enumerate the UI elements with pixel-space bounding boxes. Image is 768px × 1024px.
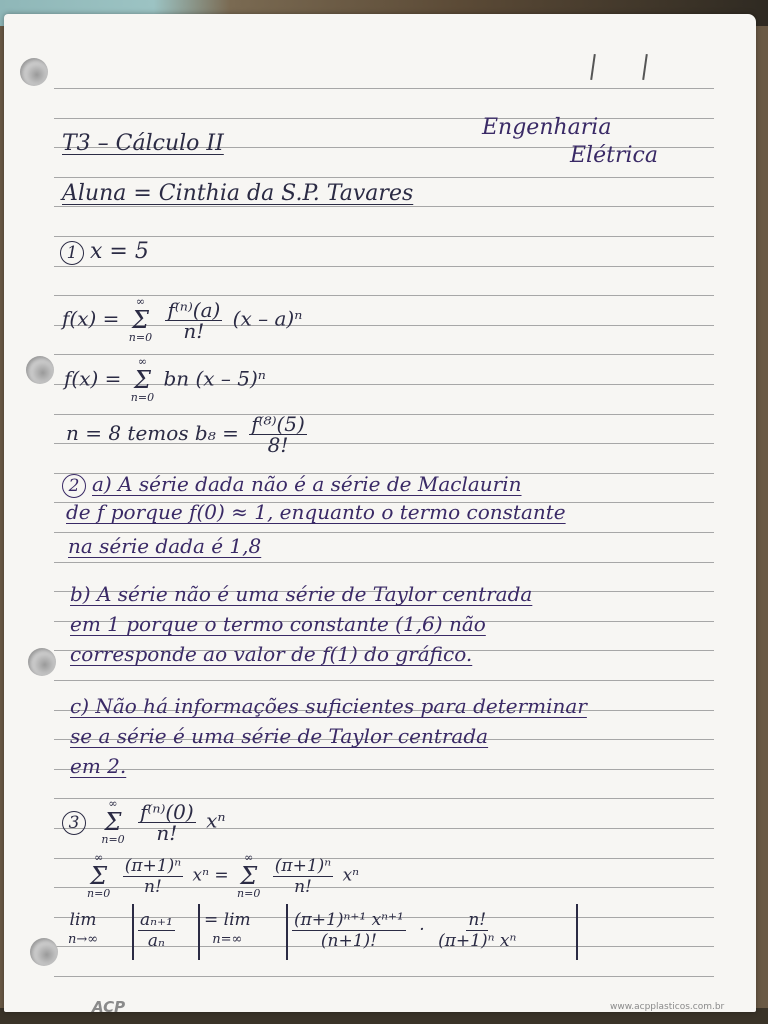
b8-fraction [249,414,307,455]
big-fraction [292,910,406,951]
substitution-fraction [123,856,183,897]
multiply-dot: · [419,920,425,940]
brand-url: www.acpplasticos.com.br [610,1002,725,1012]
student-name: Aluna = Cinthia da S.P. Tavares [62,181,414,206]
question-2-a-line2: de f porque f(0) ≈ 1, enquanto o termo constante [66,500,566,524]
limit-word: = lim [204,910,251,930]
limit-label [204,910,251,950]
question-2-a-line3: na série dada é 1,8 [68,534,262,558]
series-fraction [138,799,196,845]
sum-lower-limit: n=0 [237,887,261,900]
abs-bar [576,904,578,960]
fraction-denominator: (n+1)! [320,931,377,951]
binder-hole-middle-upper [26,356,54,384]
summation-sign [101,798,124,846]
ratio-expression [292,910,516,951]
fraction-denominator: n! [156,820,178,845]
summation-sign [131,356,154,404]
substitution-tail: xⁿ [342,865,360,886]
sum-lower-limit: n=0 [130,391,155,404]
question-1-given [60,240,149,265]
question-2-c-line2: se a série é uma série de Taylor centrada [70,724,489,748]
abs-bar [132,904,134,960]
ruled-line [54,206,714,207]
fraction-denominator: 8! [267,433,289,457]
question-2-c-line1: c) Não há informações suficientes para determinar [70,694,587,718]
question-2-b-line3: corresponde ao valor de f(1) do gráfico. [70,642,473,666]
sum-lower-limit: n=0 [128,331,153,344]
b8-coefficient [66,414,311,455]
ruled-line [54,118,714,119]
fraction-numerator: n! [468,910,487,930]
binder-hole-top [20,58,48,86]
fraction-numerator: aₙ₊₁ [140,910,173,930]
binder-hole-middle-lower [28,648,56,676]
binder-hole-bottom [30,938,58,966]
summation-sign [129,296,152,344]
formula-fraction [165,297,222,343]
ruled-line [54,236,714,237]
fraction-denominator: aₙ [147,931,165,951]
substitution-mid: xⁿ = [192,865,229,886]
sigma-symbol: Σ [90,862,108,890]
question-number-badge: 2 [62,474,86,498]
series-expansion [64,356,266,404]
summation-sign [87,852,110,900]
limit-label [68,910,98,950]
sum-upper-limit: ∞ [137,355,147,368]
sum-upper-limit: ∞ [244,851,254,864]
series-tail: xⁿ [206,808,226,833]
fraction-numerator: (π+1)ⁿ⁺¹ xⁿ⁺¹ [294,910,404,930]
sum-upper-limit: ∞ [94,851,104,864]
ruled-line [54,562,714,563]
date-tick-mark [642,54,647,80]
fraction-numerator: f⁽⁸⁾(5) [251,412,305,436]
question-2-b-line2: em 1 porque o termo constante (1,6) não [70,612,486,636]
second-fraction [438,910,516,951]
sigma-symbol: Σ [131,306,149,334]
answer-text: a) A série dada não é a série de Maclaurin [92,472,522,496]
taylor-formula [62,296,302,344]
ruled-line [54,177,714,178]
date-tick-mark [590,54,595,80]
sum-lower-limit: n=0 [87,887,111,900]
ruled-line [54,354,714,355]
limit-word: lim [69,910,97,930]
fraction-denominator: (π+1)ⁿ xⁿ [438,931,517,951]
question-number-badge: 3 [62,811,86,835]
limit-subscript: n→∞ [68,932,99,947]
course-name-line1: Engenharia [482,115,612,140]
formula-tail: (x – a)ⁿ [232,306,303,331]
given-value: x = 5 [90,239,149,264]
b8-prefix: n = 8 temos b₈ = [66,421,239,445]
ruled-line [54,769,714,770]
ratio-fraction [138,910,175,951]
series-tail: bn (x – 5)ⁿ [163,366,266,391]
formula-lhs: f(x) = [62,306,120,331]
ruled-line [54,976,714,977]
fraction-denominator: n! [144,876,162,897]
fraction-denominator: n! [183,318,205,343]
brand-logo: ACP [92,998,126,1012]
sum-lower-limit: n=0 [101,833,125,846]
abs-bar [286,904,288,960]
page-title: T3 – Cálculo II [62,131,224,156]
fraction-numerator: f⁽ⁿ⁾(0) [140,799,194,824]
ratio-frac [138,910,175,951]
abs-bar [198,904,200,960]
question-3-substitution [84,852,359,900]
notebook-page [4,14,756,1012]
equals-limit [204,910,251,950]
course-name-line2: Elétrica [570,143,658,168]
ruled-line [54,88,714,89]
ruled-line [54,532,714,533]
question-2-b-line1: b) A série não é uma série de Taylor centrada [70,582,533,606]
question-2-c-line3: em 2. [70,754,127,778]
sigma-symbol: Σ [104,808,122,836]
question-number-badge: 1 [60,241,84,265]
sigma-symbol: Σ [240,862,258,890]
ratio-test-lim [68,910,98,950]
ruled-line [54,266,714,267]
question-2-a-line1 [62,472,522,498]
fraction-numerator: f⁽ⁿ⁾(a) [167,297,221,322]
limit-subscript: n=∞ [212,932,243,947]
sigma-symbol: Σ [133,366,151,394]
series-lhs: f(x) = [64,366,122,391]
sum-upper-limit: ∞ [108,797,118,810]
sum-upper-limit: ∞ [135,295,145,308]
fraction-numerator: (π+1)ⁿ [274,855,332,876]
summation-sign [237,852,260,900]
fraction-denominator: n! [294,876,312,897]
ruled-line [54,680,714,681]
fraction-numerator: (π+1)ⁿ [124,855,182,876]
substitution-fraction [273,856,333,897]
question-3-series [62,798,225,846]
